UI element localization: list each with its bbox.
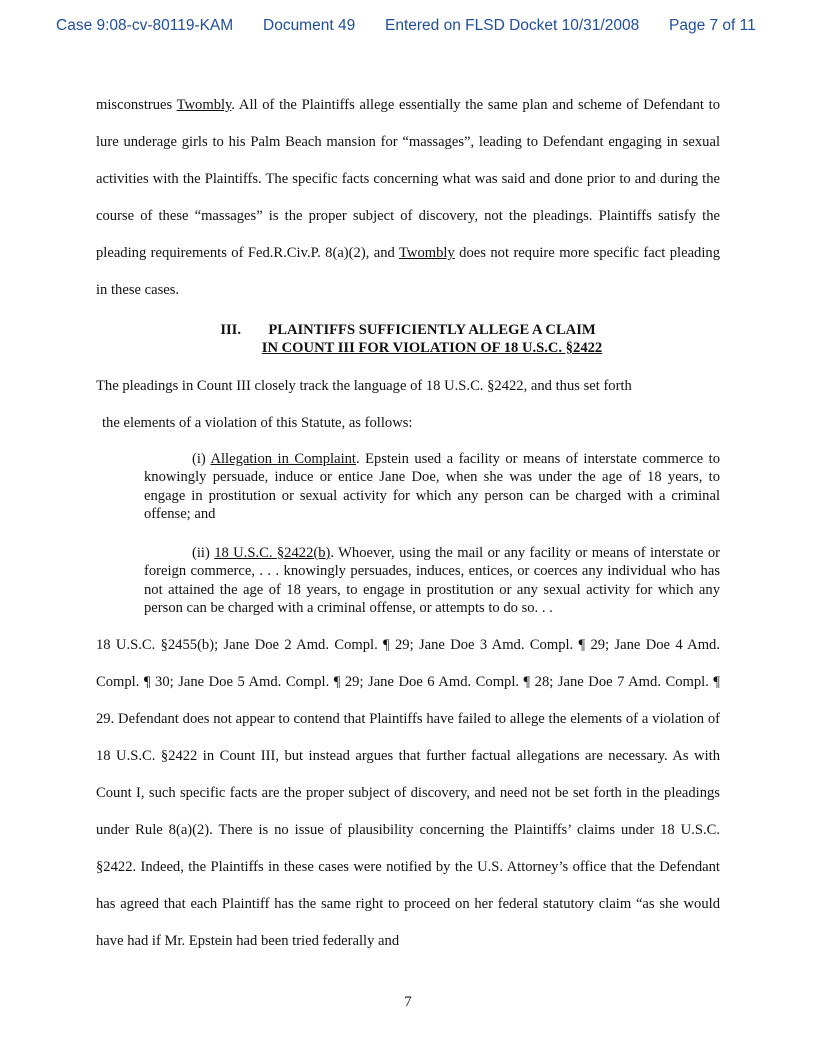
docket-entry: Entered on FLSD Docket 10/31/2008 — [385, 17, 640, 34]
block-label: 18 U.S.C. §2422(b) — [214, 545, 331, 561]
section-heading — [96, 321, 720, 357]
document-number: Document 49 — [263, 17, 356, 34]
case-citation: Twombly — [399, 245, 455, 261]
page-indicator: Page 7 of 11 — [669, 17, 756, 34]
case-citation: Twombly — [176, 97, 232, 113]
heading-line-2: IN COUNT III FOR VIOLATION OF 18 U.S.C. §2422 — [261, 340, 603, 356]
section-number: III. — [220, 322, 241, 338]
count-iii-line-1: The pleadings in Count III closely track the language of 18 U.S.C. §2422, and thus set forth — [96, 378, 632, 394]
paragraph-twombly: misconstrues Twombly. All of the Plaintiffs allege essentially the same plan and scheme of Defendant to lure underage girls to his Palm Beach mansion for “massages”, leading to Defendant engaging in sexual activities with the Plaintiffs. The specific facts concerning what was said and done prior to and during the course of these “massages” is the proper subject of discovery, not the pleadings. Plaintiffs satisfy the pleading requirements of Fed.R.Civ.P. 8(a)(2), and Twombly does not require more specific fact pleading in these cases. — [96, 97, 721, 298]
count-iii-line-2: the elements of a violation of this Statute, as follows: — [102, 415, 413, 431]
block-label: Allegation in Complaint — [210, 451, 356, 467]
block-quote-allegation: (i) Allegation in Complaint. Epstein used a facility or means of interstate commerce to knowingly persuade, induce or entice Jane Doe, when she was under the age of 18 years, to engage in prostitution or sexual activity for which any person can be charged with a criminal offense; and — [144, 451, 720, 523]
case-number: Case 9:08-cv-80119-KAM — [56, 17, 234, 34]
heading-line-1: PLAINTIFFS SUFFICIENTLY ALLEGE A CLAIM — [268, 322, 596, 338]
page-number: 7 — [404, 994, 412, 1010]
paragraph-count-iii — [96, 368, 720, 442]
block-quote-statute: (ii) 18 U.S.C. §2422(b). Whoever, using the mail or any facility or means of interstate or foreign commerce, . . . knowingly persuades, induces, entices, or coerces any individual who has not attained the age of 18 years, to engage in prostitution or any sexual activity for which any person can be charged with a criminal offense, or attempts to do so. . . — [144, 545, 720, 617]
paragraph-citations: 18 U.S.C. §2455(b); Jane Doe 2 Amd. Compl. ¶ 29; Jane Doe 3 Amd. Compl. ¶ 29; Jane Doe 4 Amd. Compl. ¶ 30; Jane Doe 5 Amd. Compl. ¶ 29; Jane Doe 6 Amd. Compl. ¶ 28; Jane Doe 7 Amd. Compl. ¶ 29. Defendant does not appear to contend that Plaintiffs have failed to allege the elements of a violation of 18 U.S.C. §2422 in Count III, but instead argues that further factual allegations are necessary. As with Count I, such specific facts are the proper subject of discovery, and need not be set forth in the pleadings under Rule 8(a)(2). There is no issue of plausibility concerning the Plaintiffs’ claims under 18 U.S.C. §2422. Indeed, the Plaintiffs in these cases were notified by the U.S. Attorney’s office that the Defendant has agreed that each Plaintiff has the same right to proceed on her federal statutory claim “as she would have had if Mr. Epstein had been tried federally and — [96, 637, 720, 949]
